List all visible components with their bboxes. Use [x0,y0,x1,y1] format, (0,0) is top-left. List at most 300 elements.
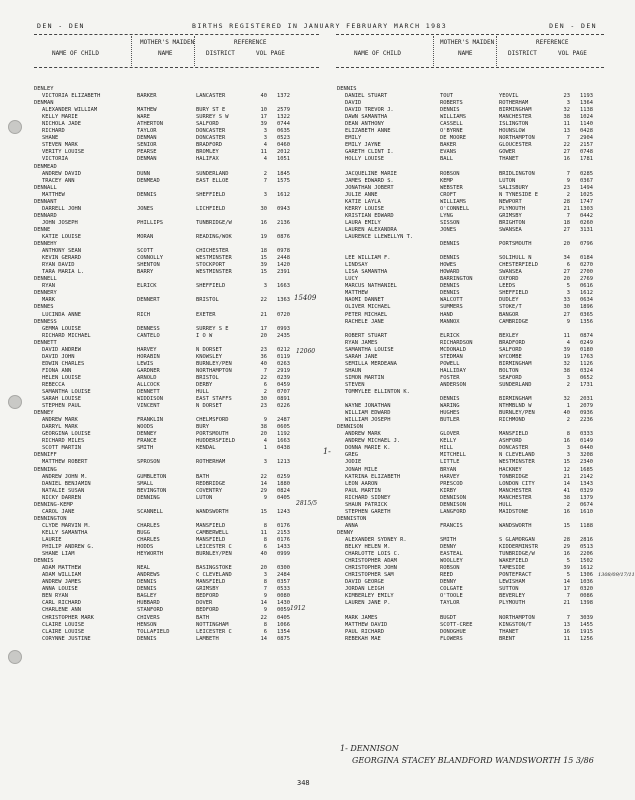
child-name: DAWN SAMANTHA [345,114,388,121]
child-name: LAUREN ALEXANDRA [345,226,397,233]
volume: 38 [260,424,267,431]
child-name: JONATHAN JOBERT [345,184,394,191]
volume: 1 [566,403,570,410]
district: MAIDSTONE [499,508,529,515]
birth-entry-row [337,178,605,185]
district: STOKE/T [499,304,522,311]
mother-maiden-name: FRANCIS [440,522,463,529]
birth-entry-row [337,572,605,579]
page-ref: 1024 [580,114,593,121]
mother-maiden-name: DENNETT [137,389,160,396]
volume: 15 [260,255,267,262]
volume: 29 [563,544,570,551]
page-ref: 2136 [277,219,290,226]
volume: 7 [566,170,570,177]
volume: 23 [563,184,570,191]
child-name: MARK [42,297,55,304]
mother-maiden-name: HOWARD [440,269,460,276]
birth-entry-row [34,579,324,586]
surname-heading [337,86,605,93]
mother-maiden-name: HILL [440,445,453,452]
mother-maiden-name: HUBBARD [137,600,160,607]
volume: 12 [563,466,570,473]
page-ref: 0149 [580,438,593,445]
volume: 22 [260,297,267,304]
mother-maiden-name: ATHERTON [137,121,163,128]
district: EAST ELLOE [196,177,229,184]
page-ref: 2142 [580,473,593,480]
district: HULL [499,501,512,508]
surname: DENNISON [337,424,363,431]
page-ref: 1188 [580,522,593,529]
header-title: BIRTHS REGISTERED IN JANUARY FEBRUARY MARCH 1983 [192,22,448,30]
entries-left-column [34,86,324,643]
child-name: WAYNE JONATHAN [345,403,391,410]
page-number: 348 [297,779,310,787]
district: LEEDS [499,283,516,290]
mother-maiden-name: SMITH [137,445,154,452]
district: MANCHESTER [499,114,532,121]
birth-entry-row [337,403,605,410]
surname-heading [34,164,324,171]
district: TONBRIDGE [499,473,529,480]
district: N DORSET [196,346,222,353]
surname: DENNISTON [337,515,367,522]
child-name: ANTHONY SEAN [42,248,81,255]
birth-entry-row [337,269,605,276]
birth-entry-row [337,445,605,452]
district: I O W [196,332,213,339]
child-name: JODIE [345,459,362,466]
page-ref: 1066 [277,621,290,628]
district: NORTHAMPTON [499,135,535,142]
birth-entry-row [337,565,605,572]
birth-entry-row [34,142,324,149]
volume: 18 [260,248,267,255]
birth-entry-row [337,192,605,199]
district: BIRMINGHAM [499,107,532,114]
volume: 7 [263,586,267,593]
page-ref: 0442 [580,212,593,219]
birth-entry-row [337,227,605,234]
mother-maiden-name: CHIVERS [137,614,160,621]
birth-entry-row [34,312,324,319]
page-ref: 1398 [580,600,593,607]
district: WANDSWORTH [499,522,532,529]
mother-maiden-name: WOODS [137,424,154,431]
child-name: WILLIAM EDWARD [345,410,391,417]
child-name: LEON AARON [345,480,378,487]
birth-entry-row [337,135,605,142]
district: LANCASTER [196,93,226,100]
volume: 9 [263,494,267,501]
child-name: VICTORIA [42,156,68,163]
surname-heading [34,340,324,347]
volume: 36 [260,353,267,360]
birth-entry-row [337,276,605,283]
volume: 7 [566,614,570,621]
page-ref: 2904 [580,135,593,142]
birth-entry-row [34,93,324,100]
volume: 32 [563,360,570,367]
volume: 30 [260,396,267,403]
page-ref: 1140 [580,121,593,128]
district: BANGOR [499,311,519,318]
birth-entry-row [34,262,324,269]
child-name: SEMILLA MERDEANA [345,360,397,367]
birth-entry-row [34,607,324,614]
birth-entry-row [337,459,605,466]
volume: 11 [260,529,267,536]
mother-maiden-name: SHENTON [137,262,160,269]
volume: 33 [563,297,570,304]
district: ISLINGTON [499,121,529,128]
page-ref: 0874 [580,332,593,339]
surname-heading [34,185,324,192]
mother-maiden-name: BAKER [440,142,457,149]
district: KENDAL [196,445,216,452]
district: BRENT [499,635,516,642]
birth-entry-row [337,375,605,382]
volume: 20 [260,565,267,572]
page-ref: 0459 [277,381,290,388]
surname: DENNELL [34,276,57,283]
volume: 7 [566,135,570,142]
mother-maiden-name: TAYLOR [440,600,460,607]
birth-entry-row [337,438,605,445]
page-ref: 1192 [277,431,290,438]
child-name: LUCY [345,276,358,283]
page-ref: 0180 [580,346,593,353]
volume: 2 [263,170,267,177]
volume: 9 [263,417,267,424]
birth-entry-row [337,600,605,607]
child-name: KELLY MARIE [42,114,78,121]
mother-maiden-name: HODDS [137,544,154,551]
district: DERBY [196,381,213,388]
volume: 10 [260,107,267,114]
page-ref: 1322 [277,114,290,121]
page-ref: 0635 [277,128,290,135]
surname-heading [34,516,324,523]
volume: 40 [563,410,570,417]
district: SALFORD [499,346,522,353]
child-name: FIONA ANN [42,367,72,374]
mother-maiden-name: DENNIS [137,191,157,198]
mother-maiden-name: DENNIS [440,241,460,248]
volume: 32 [563,107,570,114]
district: BOLTON [499,367,519,374]
mother-maiden-name: DENNY [440,544,457,551]
volume: 8 [263,522,267,529]
birth-entry-row [34,565,324,572]
mother-maiden-name: DENNESS [137,325,160,332]
volume: 22 [260,614,267,621]
birth-entry-row [34,107,324,114]
birth-entry-row [337,410,605,417]
mother-maiden-name: TOUT [440,93,453,100]
child-name: CHRISTOPHER MARK [42,614,94,621]
punch-hole [8,395,22,409]
volume: 21 [260,311,267,318]
page-ref: 0533 [277,586,290,593]
child-name: ANDREW JAMES [42,579,81,586]
mother-maiden-name: BEVINGTON [137,487,167,494]
child-name: HOLLY LOUISE [345,156,384,163]
mother-maiden-name: SCOTT [137,248,154,255]
child-name: GEORGINA LOUISE [42,431,91,438]
page-ref: 1420 [277,262,290,269]
birth-entry-row [34,283,324,290]
handwritten-note: 12060 [296,348,316,355]
page-ref: 0748 [580,149,593,156]
surname-heading [34,558,324,565]
page-ref: 1243 [277,508,290,515]
volume: 28 [563,198,570,205]
volume: 3 [263,135,267,142]
birth-entry-row [337,262,605,269]
page-ref: 1138 [580,107,593,114]
mother-maiden-name: HARVEY [137,346,157,353]
birth-entry-row [337,206,605,213]
page-ref: 0513 [580,544,593,551]
district: BRADFORD [499,339,525,346]
district: GRIMSBY [196,586,219,593]
child-name: SAMANTHA LOUISE [42,389,91,396]
district: KNOWSLEY [196,353,222,360]
child-name: OLIVER MICHAEL [345,304,391,311]
volume: 15 [260,269,267,276]
page-ref: 3131 [580,226,593,233]
page-ref: 0260 [580,219,593,226]
birth-entry-row [34,368,324,375]
birth-entry-row [337,488,605,495]
district: BURNLEY/PEN [196,360,232,367]
district: BROMLEY [196,149,219,156]
volume: 14 [563,579,570,586]
volume: 7 [566,593,570,600]
district: BEDFORD [196,607,219,614]
mother-maiden-name: VINCENT [137,403,160,410]
volume: 22 [260,473,267,480]
district: N TYNESIDE E [499,191,538,198]
birth-entry-row [337,290,605,297]
birth-entry-row [337,121,605,128]
volume: 15 [563,459,570,466]
page-ref: 3039 [580,614,593,621]
mother-maiden-name: DENNEY [137,431,157,438]
volume: 17 [260,325,267,332]
surname: DENNEHY [34,241,57,248]
mother-maiden-name: SCANNELL [137,508,163,515]
mother-maiden-name: DENNERT [137,297,160,304]
birth-entry-row [34,537,324,544]
volume: 9 [566,318,570,325]
district: MANCHESTER [499,487,532,494]
child-name: SHAUN [345,367,362,374]
mother-maiden-name: CANTELO [137,332,160,339]
district: COVENTRY [196,487,222,494]
district: NEWPORT [499,198,522,205]
volume: 8 [566,431,570,438]
birth-entry-row [34,220,324,227]
mother-maiden-name: JONES [137,205,154,212]
volume: 3 [263,572,267,579]
page-ref: 0259 [277,473,290,480]
child-name: ANNA [345,522,358,529]
birth-entry-row [337,128,605,135]
birth-entry-row [337,593,605,600]
district: BEDFORD [196,593,219,600]
child-name: REBEKAH MAE [345,635,381,642]
volume: 19 [260,233,267,240]
page-ref: 1781 [580,156,593,163]
page-ref: 0523 [277,135,290,142]
birth-entry-row [34,424,324,431]
volume: 7 [263,367,267,374]
surname-heading [34,199,324,206]
column-header-left [34,34,319,68]
district: TUNBRIDGE/W [196,219,232,226]
page-ref: 0239 [277,374,290,381]
district: LUTON [196,494,213,501]
district: OXFORD [499,276,519,283]
district: SURREY S E [196,325,229,332]
surname-heading [34,452,324,459]
page-ref: 0875 [277,635,290,642]
volume: 14 [260,635,267,642]
mother-maiden-name: WARE [137,114,150,121]
surname: DENNIFF [34,452,57,459]
page-ref: 2769 [580,276,593,283]
district: PORTSMOUTH [196,431,229,438]
birth-entry-row [34,269,324,276]
volume: 39 [260,121,267,128]
district: BEXLEY [499,332,519,339]
mother-maiden-name: WIDDISON [137,396,163,403]
child-name: KELLY SAMANTHA [42,529,88,536]
district: CHICHESTER [196,248,229,255]
district: DONCASTER [196,135,226,142]
child-name: TOMMYLEE ELLINTON K. [345,389,410,396]
district: ASHFORD [499,438,522,445]
page-ref: 1303 [580,205,593,212]
mother-maiden-name: PEARSE [137,149,157,156]
page-ref: 0936 [580,410,593,417]
page-ref: 0357 [277,579,290,586]
volume: 2 [566,191,570,198]
page-ref: 0270 [580,262,593,269]
birth-entry-row [34,375,324,382]
mother-maiden-name: SUMMERS [440,304,463,311]
mother-maiden-name: DENNIS [440,283,460,290]
birth-entry-row [337,347,605,354]
page-ref: 1051 [277,156,290,163]
child-name: CHRISTOPHER SAM [345,572,394,579]
mother-maiden-name: DENNISON [440,501,466,508]
column-header-right [336,34,604,68]
page-ref: 0263 [277,360,290,367]
volume: 15 [260,508,267,515]
birth-entry-row [34,135,324,142]
col-volpage-label: VOL PAGE [558,50,587,57]
page-ref: 2236 [580,417,593,424]
birth-entry-row [337,354,605,361]
birth-entry-row [34,361,324,368]
page-ref: 1213 [277,459,290,466]
district: ROTHERHAM [499,100,529,107]
birth-entry-row [337,114,605,121]
birth-entry-row [337,326,605,333]
surname-heading [34,86,324,93]
volume: 11 [563,121,570,128]
page-ref: 1363 [277,297,290,304]
page-ref: 0720 [277,311,290,318]
volume: 14 [260,600,267,607]
page-ref: 0212 [277,346,290,353]
col-maiden-label-2: NAME [458,50,473,57]
child-name: STEPHEN GARETH [345,508,391,515]
birth-entry-row [337,93,605,100]
surname-heading [34,213,324,220]
surname: DENNY [337,529,354,536]
punch-hole [8,120,22,134]
mother-maiden-name: DENNY [440,579,457,586]
child-name: ANNA LOUISE [42,586,78,593]
child-name: MARK JAMES [345,614,378,621]
child-name: RYAN DAVID [42,262,75,269]
page-ref: 0993 [277,325,290,332]
child-name: RICHARD [42,128,65,135]
page-ref: 0226 [277,403,290,410]
page-ref: 0249 [580,339,593,346]
surname-heading [34,319,324,326]
mother-maiden-name: ROBSON [440,565,460,572]
birth-entry-row [337,100,605,107]
page-ref: 1126 [580,360,593,367]
surname-heading [337,424,605,431]
volume: 40 [260,93,267,100]
mother-maiden-name: BARRY [137,269,154,276]
page-ref: 0876 [277,233,290,240]
birth-entry-row [337,213,605,220]
volume: 17 [260,114,267,121]
district: TAMESIDE [499,565,525,572]
volume: 21 [563,205,570,212]
birth-entry-row [337,558,605,565]
page-ref: 0796 [580,241,593,248]
birth-entry-row [34,206,324,213]
birth-entry-row [34,234,324,241]
page-ref: 1025 [580,191,593,198]
district: WAKEFIELD [499,558,529,565]
district: STOCKPORT [196,262,226,269]
birth-entry-row [34,192,324,199]
child-name: EMILY JAYNE [345,142,381,149]
mother-maiden-name: FRANCE [137,438,157,445]
child-name: LAUREN JANE P. [345,600,391,607]
page-ref: 1433 [277,544,290,551]
birth-entry-row [337,551,605,558]
district: WANDSWORTH [196,508,229,515]
mother-maiden-name: ROBERTS [440,100,463,107]
birth-entry-row [34,417,324,424]
mother-maiden-name: EASTEAL [440,551,463,558]
district: NORTHAMPTON [499,614,535,621]
volume: 19 [563,353,570,360]
header-right-code: DEN - DEN [549,22,597,30]
child-name: VERITY LOUISE [42,149,85,156]
